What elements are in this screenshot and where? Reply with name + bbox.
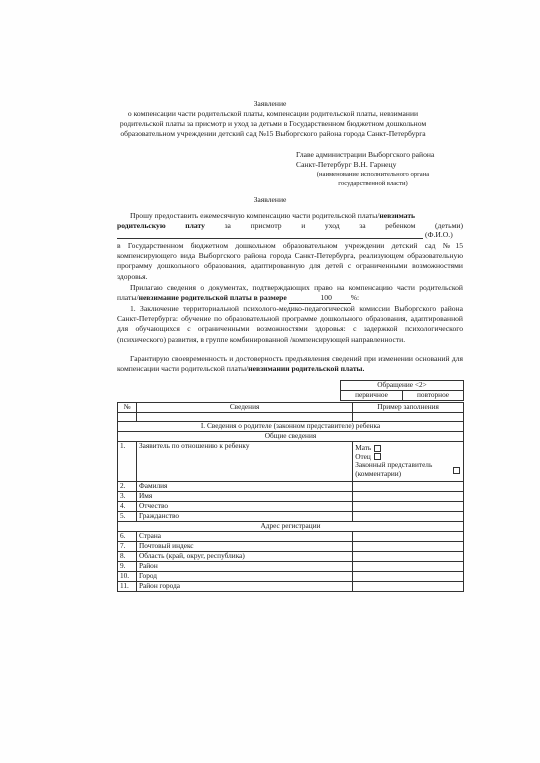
row-num: 10. (118, 572, 137, 582)
city-field[interactable] (353, 572, 464, 582)
paragraph-5-text: Гарантирую своевременность и достоверность предъявления сведений при изменении оснований для компенсации части родительской платы/ (117, 354, 463, 374)
paragraph-1-line-1 (130, 211, 460, 221)
p1-word-3: за (224, 221, 231, 230)
row-label: Район города (136, 582, 352, 592)
row-num: 1. (118, 442, 137, 482)
p1-word-9: (детьми) (435, 221, 463, 230)
appeal-table (340, 380, 464, 401)
header-info: Сведения (136, 403, 352, 413)
p1-word-6: уход (324, 221, 340, 230)
row-num: 9. (118, 562, 137, 572)
row-num: 3. (118, 492, 137, 502)
paragraph-3-bold: невзимание родительской платы в размере (138, 293, 287, 303)
option-father: Отец (355, 451, 371, 461)
row-num: 8. (118, 552, 137, 562)
paragraph-1-text: Прошу предоставить ежемесячную компенсацию части родительской платы/ (130, 211, 380, 220)
appeal-first: первичное (341, 391, 403, 401)
p1-word-2: плату (185, 221, 205, 230)
row-label: Фамилия (136, 482, 352, 492)
addressee-line-1: Главе администрации Выборгского района (296, 150, 435, 159)
child-name-line (117, 238, 423, 239)
option-guardian: Законный представитель (комментарии) (355, 460, 433, 478)
paragraph-3-text: Прилагаю сведения о документах, подтверждающих право на компенсацию части родительской платы/ (117, 283, 463, 303)
district-field[interactable] (353, 562, 464, 572)
mother-checkbox[interactable] (374, 445, 381, 452)
row-num: 6. (118, 532, 137, 542)
patronymic-field[interactable] (353, 502, 464, 512)
surname-field[interactable] (353, 482, 464, 492)
addressee-note-1: (наименование исполнительного органа (316, 171, 430, 178)
option-mother: Мать (355, 443, 372, 452)
guardian-checkbox[interactable] (453, 467, 460, 474)
appeal-repeat: повторное (403, 391, 464, 401)
section-general: Общие сведения (118, 432, 464, 442)
citizenship-field[interactable] (353, 512, 464, 522)
info-table (117, 402, 464, 592)
body-title: Заявление (253, 195, 287, 204)
fio-label: (Ф.И.О.) (425, 230, 453, 239)
row-label: Отчество (136, 502, 352, 512)
city-district-field[interactable] (353, 582, 464, 592)
region-field[interactable] (353, 552, 464, 562)
paragraph-3 (117, 283, 463, 304)
row-label: Имя (136, 492, 352, 502)
addressee-line-2: Санкт-Петербург В.Н. Гарнецу (296, 160, 397, 169)
addressee-note-2: государственной власти) (338, 180, 408, 187)
header-num: № (118, 403, 137, 413)
p1-word-5: и (301, 221, 306, 230)
section-parent-info: I. Сведения о родителе (законном представителе) ребенка (118, 422, 464, 432)
header-example: Пример заполнения (353, 403, 464, 413)
percentage-unit: %: (350, 293, 360, 303)
percentage-value: 100 (289, 293, 351, 304)
postcode-field[interactable] (353, 542, 464, 552)
document-heading: Заявление (253, 99, 287, 108)
row-label: Страна (136, 532, 352, 542)
p1-word-1: родительскую (117, 221, 166, 230)
paragraph-1-line-2 (117, 221, 463, 231)
paragraph-4: 1. Заключение территориальной психолого-медико-педагогической комиссии Выборгского района Санкт-Петербурга: обучение по образовательной программе дошкольного образования, адаптированной для обучающихся с ограниченными возможностями здоровья: с задержкой психологического (психического) развития, в группе комбинированной /компенсирующей направленности. (117, 304, 463, 344)
row-label: Почтовый индекс (136, 542, 352, 552)
heading-line-3: образовательном учреждении детский сад №15 Выборгского района города Санкт-Петербурга (120, 129, 426, 138)
row-label: Гражданство (136, 512, 352, 522)
paragraph-5-bold: невзимании родительской платы. (248, 364, 365, 374)
applicant-options (353, 442, 464, 482)
p1-word-4: присмотр (250, 221, 282, 230)
name-field[interactable] (353, 492, 464, 502)
appeal-label: Обращение <2> (341, 381, 464, 391)
heading-line-2: родительской платы за присмотр и уход за детьми в Государственном бюджетном дошкольном (119, 119, 427, 128)
row-num: 11. (118, 582, 137, 592)
p1-word-7: за (359, 221, 366, 230)
row-num: 5. (118, 512, 137, 522)
paragraph-5 (117, 354, 463, 374)
row-label: Район (136, 562, 352, 572)
row-label: Область (край, округ, республика) (136, 552, 352, 562)
row-num: 7. (118, 542, 137, 552)
p1-word-8: ребенком (385, 221, 416, 230)
country-field[interactable] (353, 532, 464, 542)
paragraph-2: в Государственном бюджетном дошкольном образовательном учреждении детский сад №15 компенсирующего вида Выборгского района города Санкт-Петербурга, реализующем образовательную программу дошкольного образования, адаптированную для детей с ограниченными возможностями здоровья. (117, 241, 463, 281)
row-label: Город (136, 572, 352, 582)
paragraph-1-bold: невзимать (379, 211, 416, 220)
heading-line-1: о компенсации части родительской платы, компенсации родительской платы, невзимании (127, 109, 419, 118)
row-num: 4. (118, 502, 137, 512)
applicant-relation-label: Заявитель по отношению к ребенку (136, 442, 352, 482)
row-num: 2. (118, 482, 137, 492)
section-address: Адрес регистрации (118, 522, 464, 532)
